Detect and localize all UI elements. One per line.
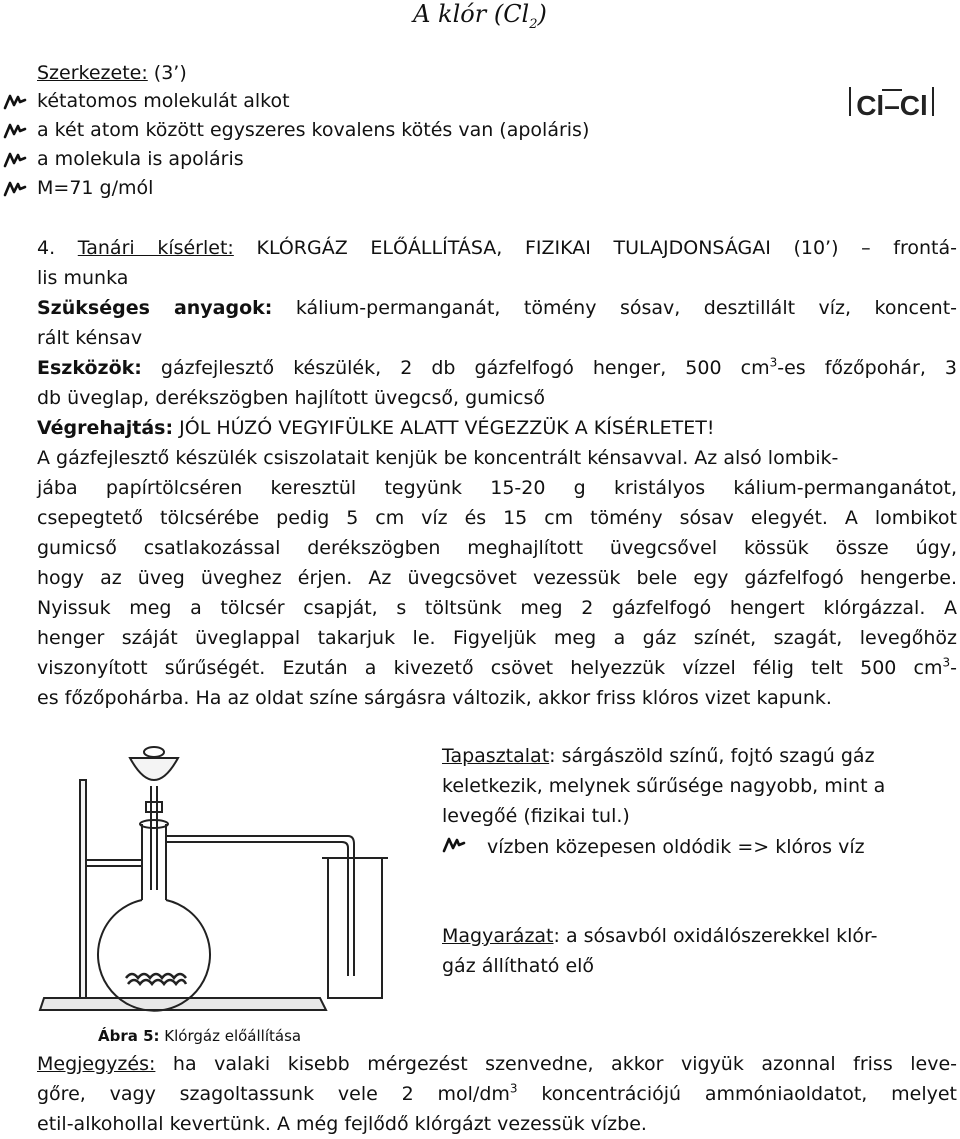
structure-heading: Szerkezete: (3’) <box>37 62 187 84</box>
observation-bullet: vízben közepesen oldódik => klóros víz <box>487 836 865 858</box>
observation-block: Tapasztalat: sárgászöld színű, fojtó szagú gáz keletkezik, melynek sűrűsége nagyobb, mint a levegőé (fizikai tul.) <box>442 745 886 827</box>
bullet-arrow-icon <box>3 93 27 111</box>
structure-item: M=71 g/mól <box>37 177 154 199</box>
note-label: Megjegyzés: <box>37 1053 156 1075</box>
formula-text: Cl–Cl <box>856 90 928 121</box>
note-block: Megjegyzés: ha valaki kisebb mérgezést szenvedne, akkor vigyük azonnal friss leve- gőre, vagy szagoltassunk vele 2 mol/$dm^3$ koncentrációjú ammóniaoldatot, melyet etil-alkohollal kevertünk. A még fejlődő klórgázt vezessük vízbe. <box>37 1053 957 1135</box>
experiment-block: 4. Tanári kísérlet: KLÓRGÁZ ELŐÁLLÍTÁSA, FIZIKAI TULAJDONSÁGAI (10’) – frontá- lis munka Szükséges anyagok: kálium-permanganát, tömény sósav, desztillált víz, koncent- rált kénsav Eszközök: gázfejlesztő készülék, 2 db gázfelfogó henger, 500 $cm^3-es$ főzőpohár, 3 db üveglap, derékszögben hajlított üvegcső, gumicső Végrehajtás: JÓL HÚZÓ VEGYIFÜLKE ALATT VÉGEZZÜK A KÍSÉRLETET! A gázfejlesztő készülék csiszolatait kenjük be koncentrált kénsavval. Az alsó lombik- jába papírtölcséren keresztül tegyünk 15-20 g kristályos kálium-permanganátot, csepegtető tölcsérébe pedig 5 cm víz és 15 cm tömény sósav elegyét. A lombikot gumicső csatlakozással derékszögben meghajlított üvegcsővel kössük össze úgy, hogy az üveg üveghez érjen. Az üvegcsövet vezessük bele egy gázfelfogó hengerbe. Nyissuk meg a tölcsér csapját, s töltsünk meg 2 gázfelfogó hengert klórgázzal. A henger száját üveglappal takarjuk le. Figyeljük meg a gáz színét, szagát, levegőhöz viszonyított sűrűségét. Ezután a kivezető csövet helyezzük vízzel félig telt 500 $cm^3-$ es főzőpohárba. Ha az oldat színe sárgásra változik, akkor friss klóros vizet kapunk. <box>37 237 958 709</box>
chlorine-formula <box>848 84 936 124</box>
bullet-arrow-icon <box>3 180 27 198</box>
bullet-arrow-icon <box>3 151 27 169</box>
exec-label: Végrehajtás: <box>37 417 174 439</box>
experiment-heading: Tanári kísérlet: <box>77 237 234 259</box>
structure-item: a molekula is apoláris <box>37 148 244 170</box>
tools-label: Eszközök: <box>37 357 142 379</box>
structure-item: a két atom között egyszeres kovalens kötés van (apoláris) <box>37 119 590 141</box>
figure-caption: Ábra 5: Klórgáz előállítása <box>98 1027 302 1045</box>
page-title: A klór $(Cl_2)$ <box>413 0 547 32</box>
bullet-arrow-icon <box>442 836 466 854</box>
explanation-label: Magyarázat <box>442 925 554 947</box>
explanation-block: Magyarázat: a sósavból oxidálószerekkel klór- gáz állítható elő <box>442 925 878 977</box>
cl-cl-image <box>848 84 936 124</box>
observation-label: Tapasztalat <box>442 745 550 767</box>
bullet-arrow-icon <box>3 122 27 140</box>
apparatus-figure <box>30 740 430 1020</box>
structure-item: kétatomos molekulát alkot <box>37 90 290 112</box>
materials-label: Szükséges anyagok: <box>37 297 273 319</box>
